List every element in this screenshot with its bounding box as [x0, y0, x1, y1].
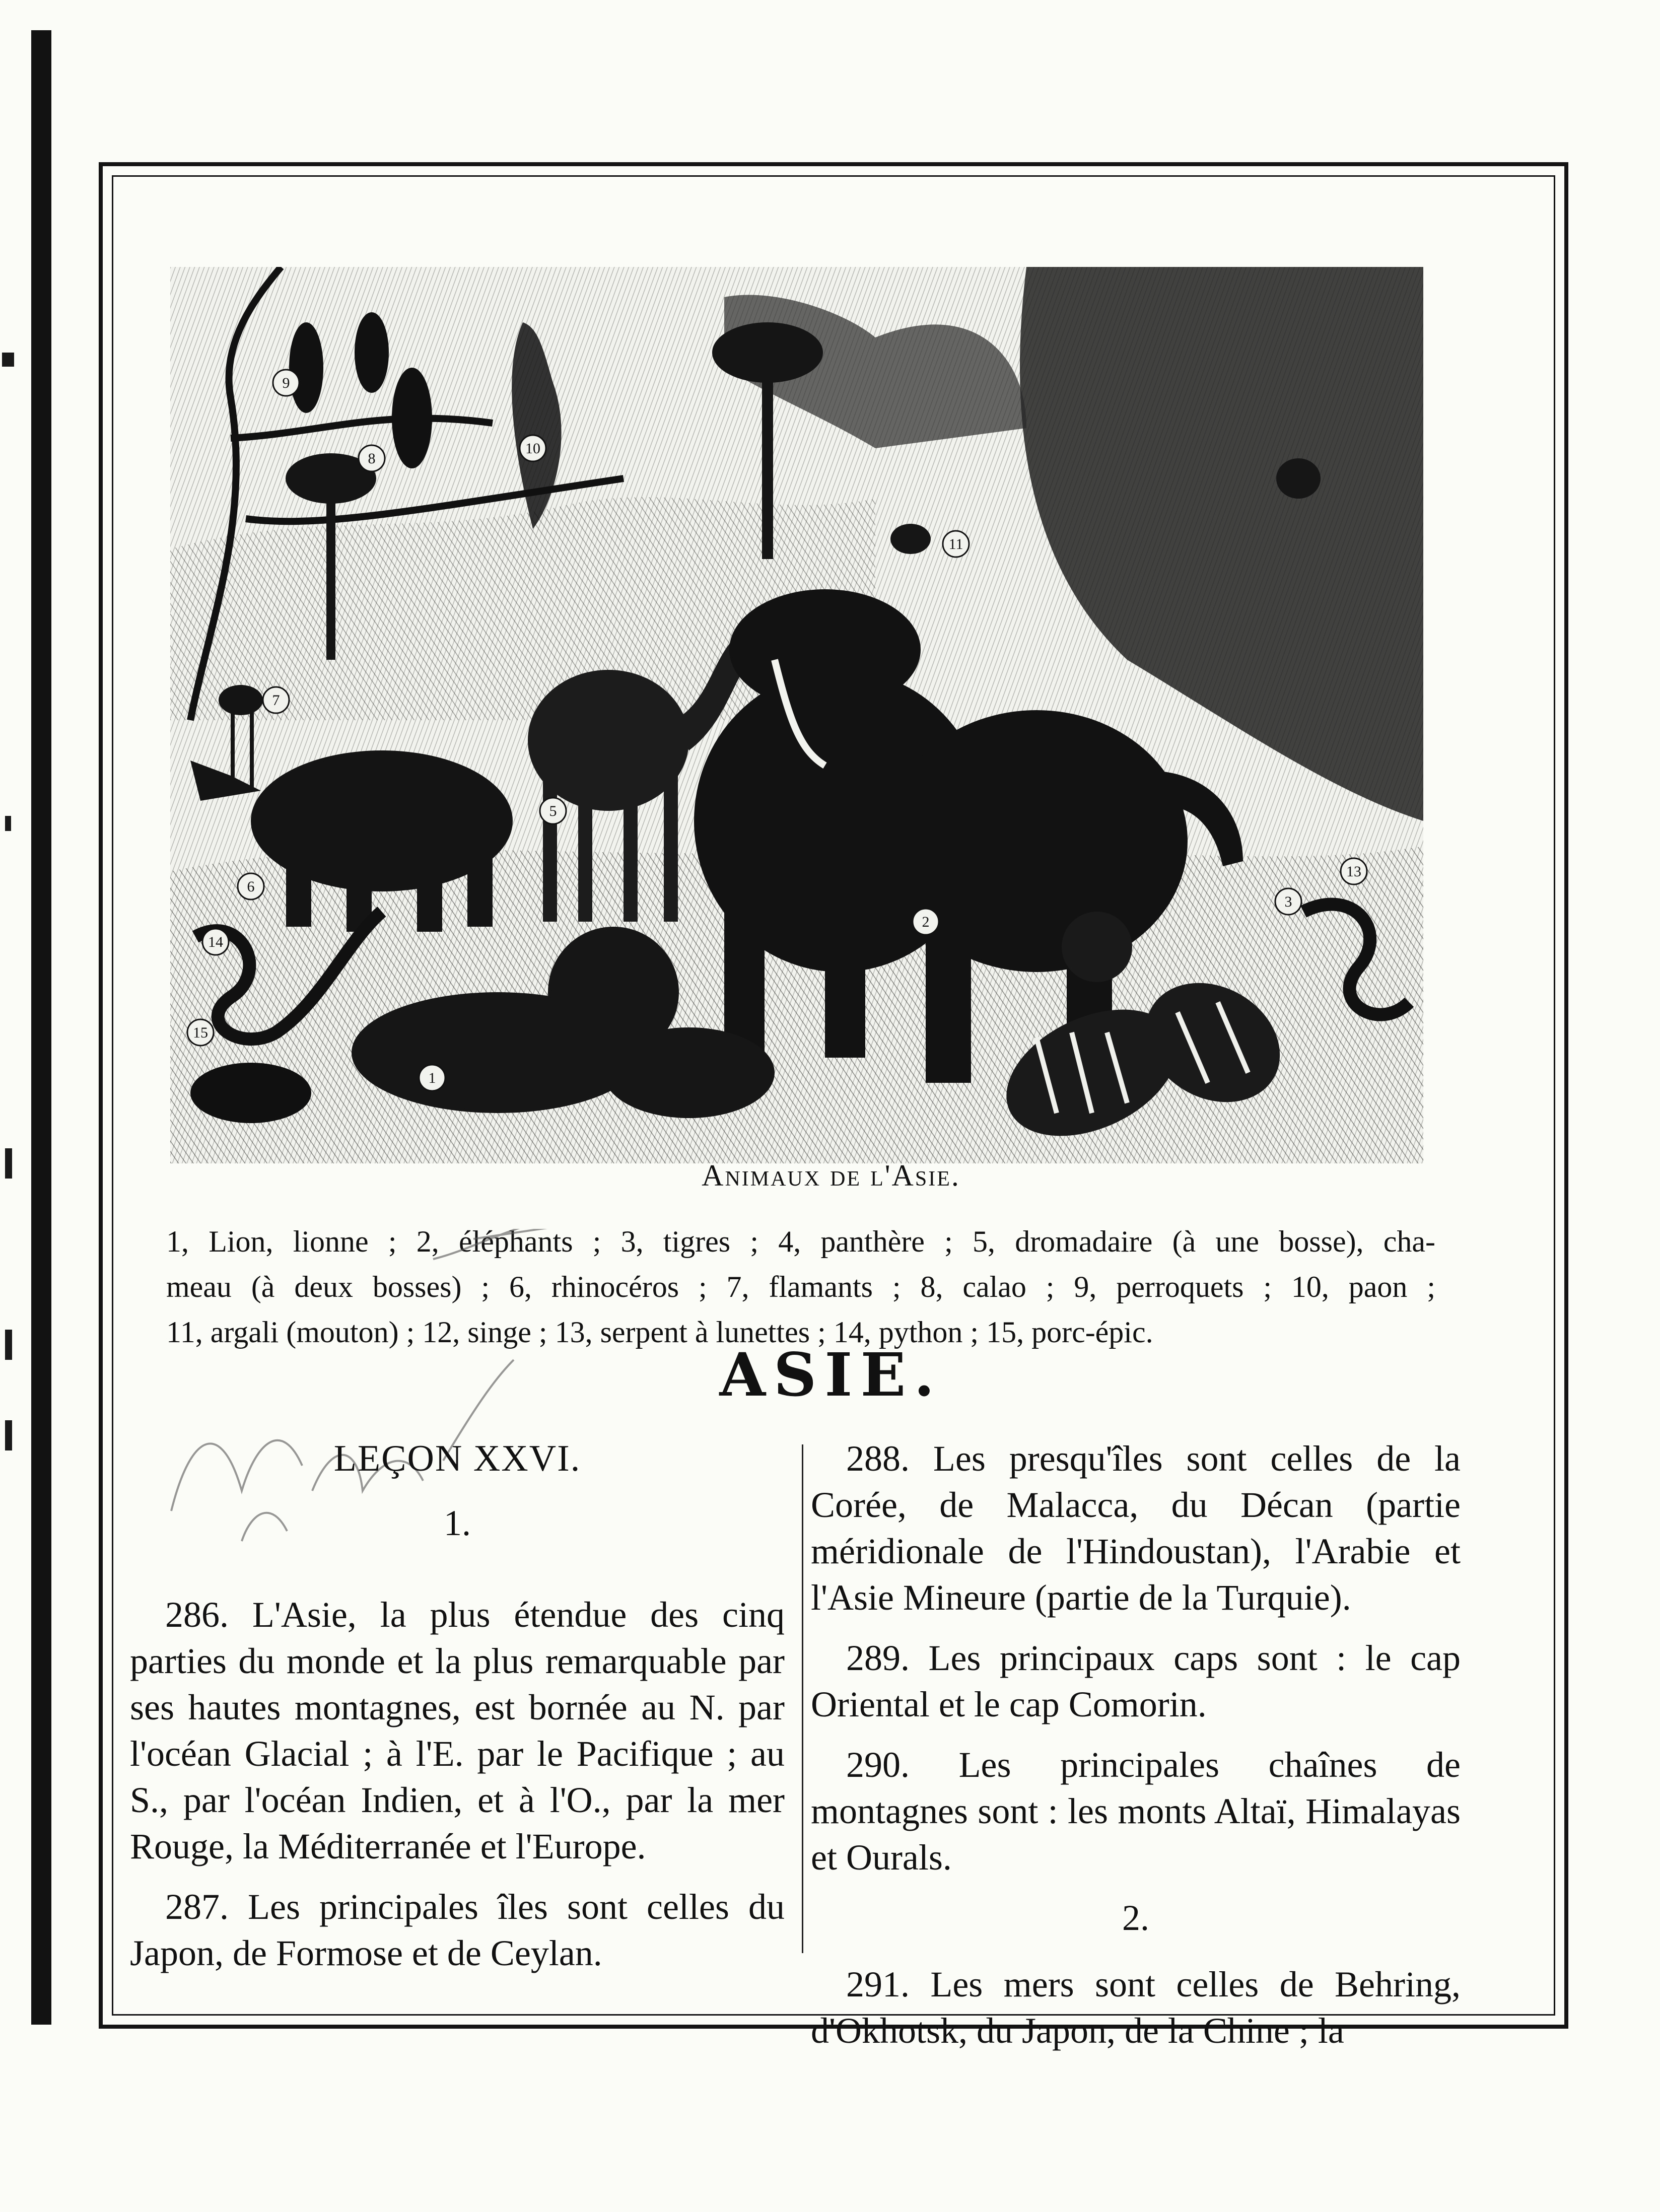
marker-14: 14	[208, 934, 223, 950]
illustration-caption: Animaux de l'Asie.	[702, 1159, 960, 1192]
marker-10: 10	[525, 440, 540, 457]
page-heading: ASIE.	[719, 1340, 943, 1410]
legend-line: 11, argali (mouton) ; 12, singe ; 13, serpent à lunettes ; 14, python ; 15, porc-épic.	[166, 1316, 1153, 1349]
legend-line: 1, Lion, lionne ; 2, éléphants ; 3, tigres ; 4, panthère ; 5, dromadaire (à une bosse), cha-	[166, 1225, 1435, 1258]
marker-9: 9	[282, 375, 290, 391]
marker-13: 13	[1346, 863, 1361, 880]
illustration-legend	[166, 1219, 1435, 1355]
paragraph-287: 287. Les principales îles sont celles du Japon, de Formose et de Ceylan.	[130, 1887, 785, 1973]
legend-line: meau (à deux bosses) ; 6, rhinocéros ; 7, flamants ; 8, calao ; 9, perroquets ; 10, paon ;	[166, 1270, 1435, 1303]
margin-mark	[5, 1420, 12, 1450]
margin-mark	[2, 353, 14, 367]
marker-5: 5	[549, 803, 557, 819]
margin-mark	[5, 1330, 12, 1360]
paragraph-286: 286. L'Asie, la plus étendue des cinq parties du monde et la plus remarquable par ses hautes montagnes, est bornée au N. par l'océan Glacial ; à l'E. par le Pacifique ; au S., par l'océan Indien, et à l'O., par la mer Rouge, la Méditerranée et l'Europe.	[130, 1595, 785, 1867]
marker-7: 7	[272, 692, 280, 709]
marker-2: 2	[922, 914, 930, 930]
marker-1: 1	[428, 1070, 436, 1086]
marker-11: 11	[948, 536, 963, 552]
marker-6: 6	[247, 878, 255, 895]
marker-8: 8	[368, 450, 376, 467]
margin-mark	[5, 816, 11, 831]
animals-of-asia-engraving	[170, 267, 1423, 1163]
porcupine	[190, 1063, 311, 1123]
right-column	[811, 1435, 1461, 2068]
column-divider	[802, 1444, 803, 1953]
paragraph-289: 289. Les principaux caps sont : le cap Oriental et le cap Comorin.	[811, 1638, 1461, 1724]
marker-15: 15	[193, 1024, 208, 1041]
paragraph-291: 291. Les mers sont celles de Behring, d'Okhotsk, du Japon, de la Chine ; la	[811, 1964, 1461, 2051]
paragraph-290: 290. Les principales chaînes de montagnes sont : les monts Altaï, Himalayas et Ourals.	[811, 1745, 1461, 1878]
lesson-title: LEÇON XXVI.	[333, 1438, 581, 1479]
left-column	[130, 1435, 785, 1990]
book-binding-edge	[31, 30, 51, 2025]
section-number: 1.	[444, 1503, 471, 1543]
section-number: 2.	[1122, 1898, 1149, 1938]
margin-mark	[5, 1148, 12, 1179]
marker-3: 3	[1284, 893, 1292, 910]
paragraph-288: 288. Les presqu'îles sont celles de la Corée, de Malacca, du Décan (partie méridionale de l'Hindoustan), l'Arabie et l'Asie Mineure (partie de la Turquie).	[811, 1438, 1461, 1618]
